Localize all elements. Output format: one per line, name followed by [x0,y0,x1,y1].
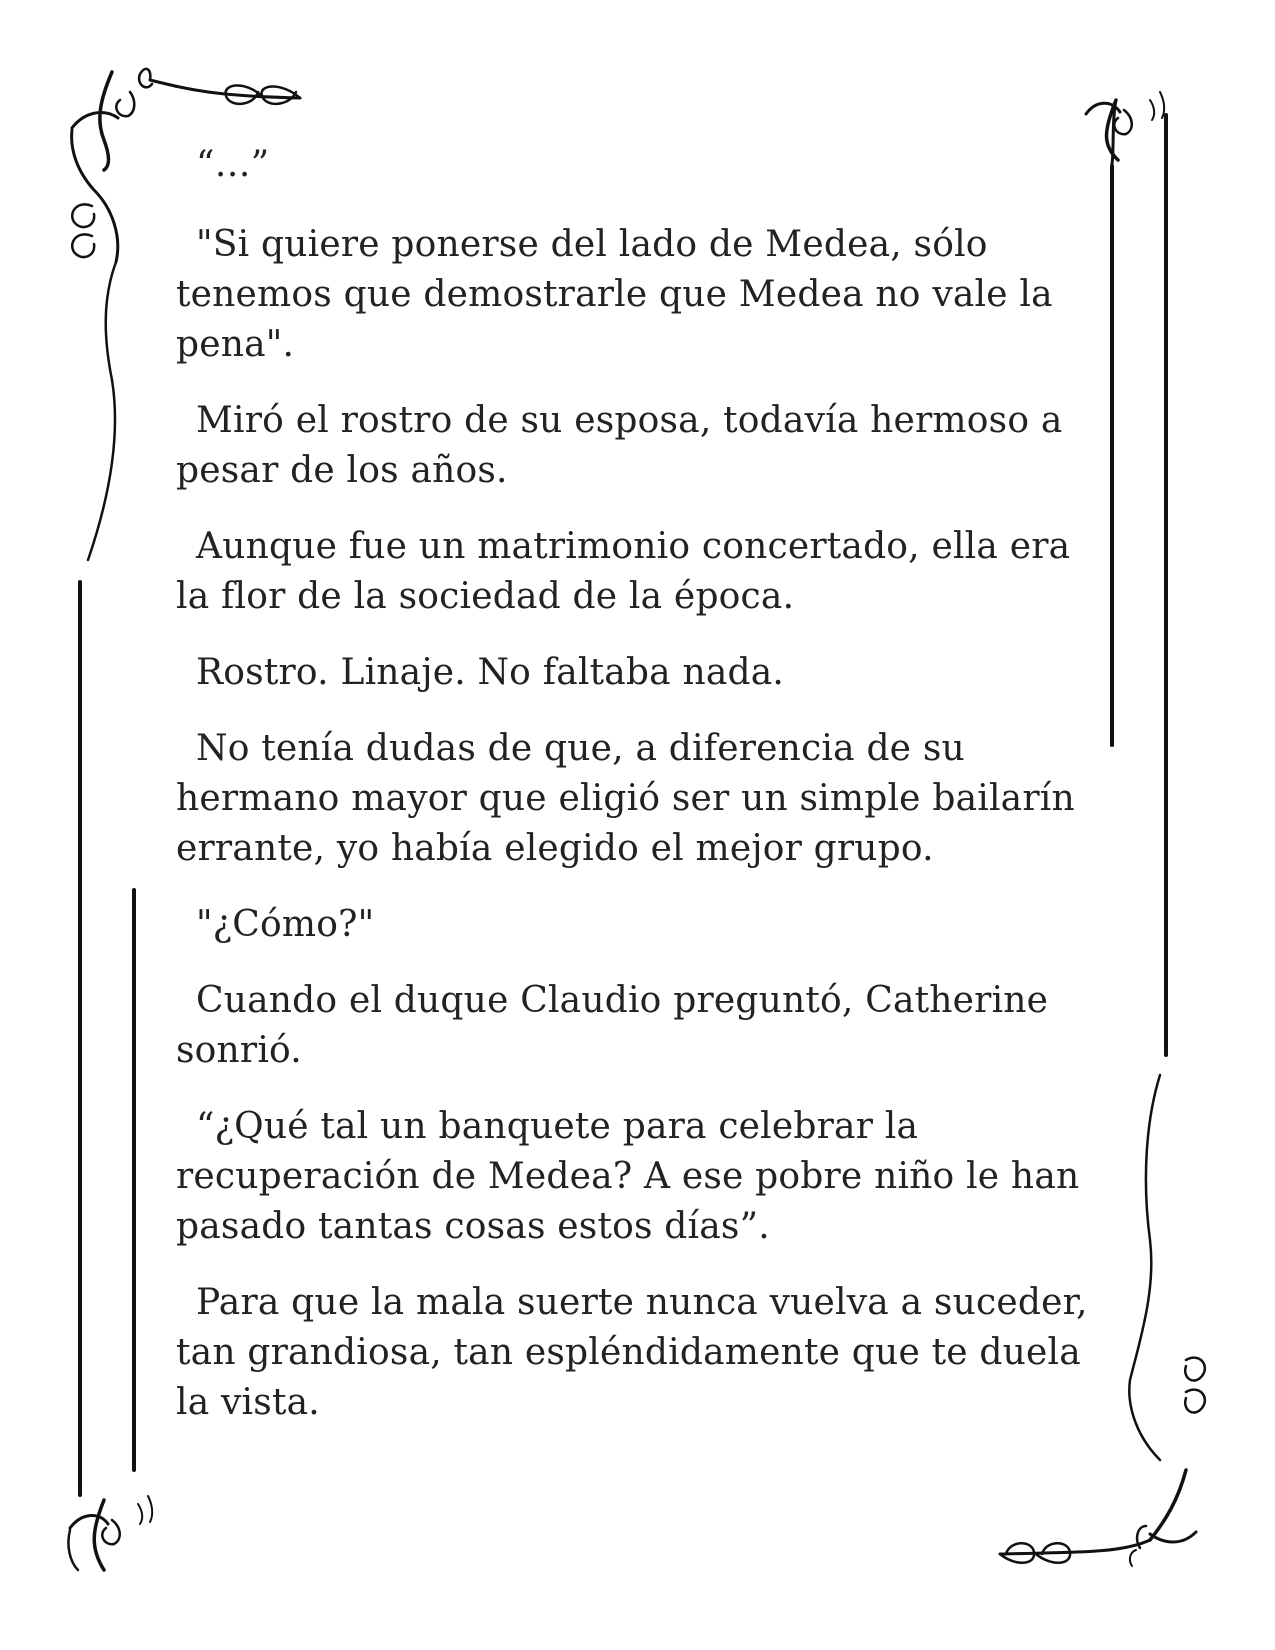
paragraph-6: No tenía dudas de que, a diferencia de su hermano mayor que eligió ser un simple bailarín errante, yo había elegido el mejor grupo. [176,728,1075,869]
text-column [176,140,1096,1454]
paragraph-3: Miró el rostro de su esposa, todavía hermoso a pesar de los años. [176,400,1063,491]
paragraph-7: "¿Cómo?" [196,904,375,945]
paragraph-4: Aunque fue un matrimonio concertado, ella era la flor de la sociedad de la época. [176,526,1071,617]
paragraph-2: "Si quiere ponerse del lado de Medea, sólo tenemos que demostrarle que Medea no vale la pena". [176,224,1053,365]
paragraph-8: Cuando el duque Claudio preguntó, Catherine sonrió. [176,980,1049,1071]
flourish-bottom-left-icon [68,1496,152,1570]
flourish-top-right-icon [1086,92,1164,164]
paragraph-1: “…” [196,144,270,185]
paragraph-9: “¿Qué tal un banquete para celebrar la recuperación de Medea? A ese pobre niño le han pasado tantas cosas estos días”. [176,1106,1080,1247]
paragraph-5: Rostro. Linaje. No faltaba nada. [196,652,785,693]
paragraph-10: Para que la mala suerte nunca vuelva a suceder, tan grandiosa, tan espléndidamente que te duela la vista. [176,1282,1088,1423]
